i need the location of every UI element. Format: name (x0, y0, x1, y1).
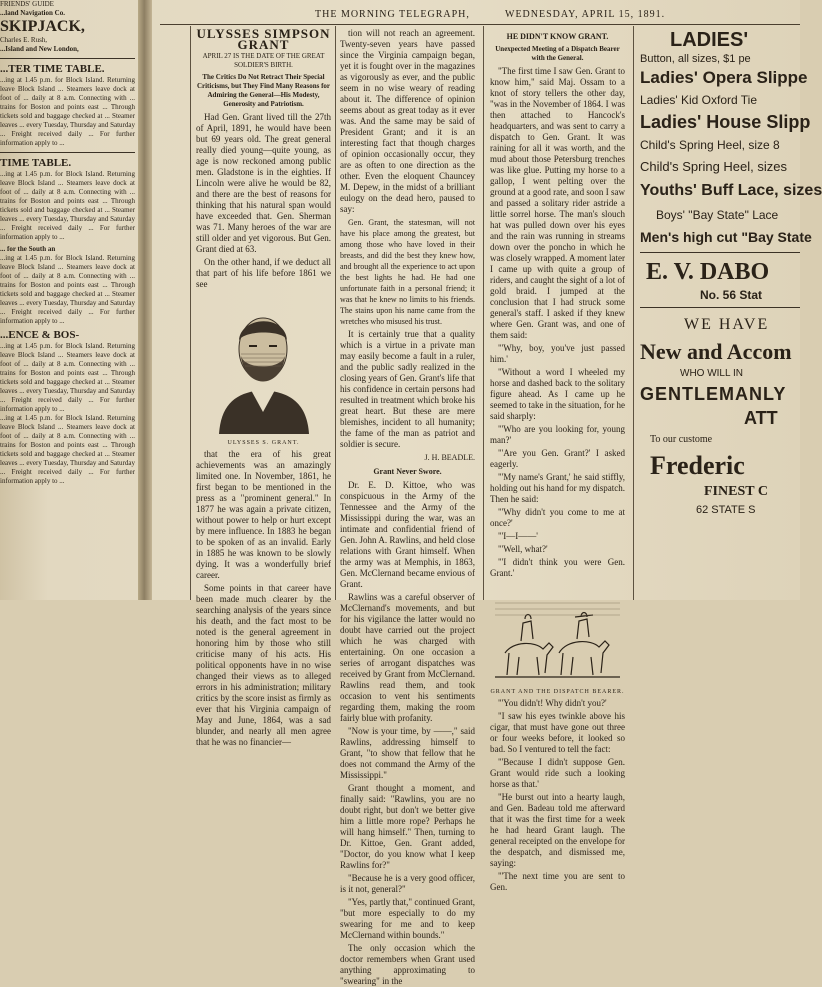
horsemen-illustration (495, 583, 620, 683)
left-body-2: ...ing at 1.45 p.m. for Block Island. Returning leave Block Island ... Steamers leave dock at foot of ... daily at 8 a.m. Connecting with ... trains for Boston and points east ... Through tickets sold and baggage checked at ... Steamer leaves ... every Tuesday, Thursday and Saturday ... Freight received daily ... For further information apply to ... (0, 170, 135, 241)
ad-line: Ladies' Kid Oxford Tie (640, 93, 758, 107)
ad-line: Youths' Buff Lace, sizes (640, 182, 822, 199)
section-heading-didnt-know: HE DIDN'T KNOW GRANT. (506, 32, 609, 41)
grant-portrait-image (201, 294, 326, 434)
left-body-4: ...ing at 1.45 p.m. for Block Island. Returning leave Block Island ... Steamers leave dock at foot of ... daily at 8 a.m. Connecting with ... trains for Boston and points east ... Through tickets sold and baggage checked at ... Steamer leaves ... every Tuesday, Thursday and Saturday ... Freight received daily ... For further information apply to ... (0, 342, 135, 413)
story-deck: Unexpected Meeting of a Dispatch Bearer with the General. (495, 45, 620, 62)
masthead-date: WEDNESDAY, APRIL 15, 1891. (505, 9, 666, 20)
ad-line: WE HAVE (684, 316, 770, 333)
article-paragraph: Rawlins was a careful observer of McClernand's movements, and but for his vigilance the latter would no doubt have carried out the project which he was charged with entertaining. On one occasion a series of arrogant dispatches was received by Grant from McClernand. Rawlins read them, and took occasion to vent his sentiments regarding them, making the room fairly blue with profanity. (340, 592, 475, 723)
story-paragraph: "Without a word I wheeled my horse and dashed back to the solitary figure ahead. As I came up he seemed to take in the situation, for he said sharply: (490, 367, 625, 421)
article-paragraph: Grant thought a moment, and finally said: "Rawlins, you are no doubt right, but don't we better give him a little more rope? Perhaps he will hang himself." Then, turning to Dr. Kittoe, Gen. Grant added, "Doctor, do you know what I keep Rawlins for?" (340, 783, 475, 870)
page-fold (138, 0, 152, 600)
navigation-line: ...land Navigation Co. (0, 9, 65, 17)
winter-timetable-heading: ...TER TIME TABLE. (0, 63, 105, 75)
story-paragraph: "He burst out into a hearty laugh, and Gen. Badeau told me afterward that it was the first time for a week he had heard Grant laugh. The general receipted on the envelope for the despatch, and dismissed me, saying: (490, 792, 625, 868)
article-paragraph: Dr. E. D. Kittoe, who was conspicuous in the Army of the Tennessee and the Army of the Mississippi during the war, was an intimate and confidential friend of Gen. John A. Rawlins, and held close relations with Grant himself. When the army was at Memphis, in 1863, Gen. McClernand became envious of Grant. (340, 480, 475, 589)
timetable-heading: TIME TABLE. (0, 157, 72, 169)
portrait-caption: ULYSSES S. GRANT. (227, 440, 300, 446)
article-paragraph: The only occasion which the doctor remembers when Grant used anything approximating to "swearing" in the (340, 943, 475, 986)
masthead (160, 6, 800, 25)
article-deck: The Critics Do Not Retract Their Special Criticisms, but They Find Many Reasons for Admiring the General—His Modesty, Generosity and Patriotism. (196, 73, 331, 108)
story-paragraph: "'You didn't! Why didn't you?' (498, 698, 607, 708)
ad-line: GENTLEMANLY (640, 384, 787, 404)
article-paragraph: "Because he is a very good officer, is it not, general?" (340, 873, 475, 894)
ad-line: Child's Spring Heel, sizes (640, 159, 787, 174)
article-paragraph: "Now is your time, by ——," said Rawlins, addressing himself to Grant, "to show that fellow that he does not command the Army of the Mississippi." (340, 726, 475, 780)
story-paragraph: "'My name's Grant,' he said stiffly, holding out his hand for my dispatch. Then he said: (490, 472, 625, 504)
story-paragraph: "'Because I didn't suppose Gen. Grant would ride such a looking horse as that.' (490, 757, 625, 789)
story-paragraph: "'Why didn't you come to me at once?' (490, 507, 625, 528)
ad-line: Button, all sizes, $1 pe (640, 53, 751, 65)
story-paragraph: "'Well, what?' (498, 544, 548, 554)
article-paragraph: that the era of his great achievements was an amazingly limited one. In November, 1861, he first began to be mentioned in the press as a "prominent general." In 1877 he was again a private citizen, without power to help or hurt except by mere influence. In 1883 he began to be spoken of as an invalid. Early in 1885 he was known to be slowly dying. It was a wonderfully brief career. (196, 449, 331, 580)
grant-article-column (196, 26, 331, 747)
story-paragraph: "'Are you Gen. Grant?' I asked eagerly. (490, 448, 625, 469)
story-paragraph: "'I—I——' (498, 531, 538, 541)
ad-line: Boys' "Bay State" Lace (656, 208, 779, 222)
story-paragraph: "I saw his eyes twinkle above his cigar, that must have gone out three or four weeks before, it looked so bad. So I ventured to tell the fact: (490, 711, 625, 754)
dispatch-story-column (490, 28, 625, 892)
ad-line: WHO WILL IN (680, 368, 743, 379)
article-paragraph: Had Gen. Grant lived till the 27th of April, 1891, he would have been but 69 years old. The great general really died young—quite young, as age is now reckoned among public men. Gladstone is in the eighties. If Lincoln were alive he would be 82, and there are the best of reasons for thinking that his natural span would have exceeded that. Gen. Sherman was 71. Many heroes of the war are still older and yet vigorous. But Gen. Grant died at 63. (196, 112, 331, 254)
section-heading-never-swore: Grant Never Swore. (373, 467, 442, 476)
left-body-1: ...ing at 1.45 p.m. for Block Island. Returning leave Block Island ... Steamers leave dock at foot of ... daily at 8 a.m. Connecting with ... trains for Boston and points east ... Through tickets sold and baggage checked at ... Steamer leaves ... every Tuesday, Thursday and Saturday ... Freight received daily ... For further information apply to ... (0, 76, 135, 147)
advertisement-column (640, 28, 822, 600)
ad-firm-name: E. V. DABO (646, 259, 770, 285)
left-body-5: ...ing at 1.45 p.m. for Block Island. Returning leave Block Island ... Steamers leave dock at foot of ... daily at 8 a.m. Connecting with ... trains for Boston and points east ... Through tickets sold and baggage checked at ... Steamer leaves ... every Tuesday, Thursday and Saturday ... Freight received daily ... For further information apply to ... (0, 414, 135, 485)
left-page-column (0, 0, 135, 600)
ad-line: 62 STATE S (696, 504, 756, 516)
ferry-line: ... for the South an (0, 245, 56, 253)
ad-line: Men's high cut "Bay State (640, 229, 812, 245)
ence-bos-heading: ...ENCE & BOS- (0, 329, 80, 341)
story-paragraph: "The first time I saw Gen. Grant to know him," said Maj. Ossam to a knot of story tellers the other day, "was in the November of 1864. I was then attached to Hancock's headquarters, and was sent to carry a dispatch to Gen. Grant. It was raining for all it was worth, and the mud about those Petersburg trenches was like glue. Putting my horse to a gallop, I went pelting over the ground at a good rate, and soon I saw and passed a solitary rider astride a little sorrel horse. The man's slouch hat was pulled down over his eyes and the rain was running in streams down over the poncho in which he was closely wrapped. A moment later I came up with quite a group of riders, and caught the sight of a lot of gold braid. I jumped at the conclusion that I had struck some general's staff. I asked if they knew where Gen. Grant was, and one of them said: (490, 66, 625, 340)
ad-line: ATT (744, 408, 778, 428)
ad-line: To our custome (650, 434, 713, 445)
story-paragraph: "'The next time you are sent to Gen. (490, 871, 625, 892)
author-signature: J. H. BEADLE. (424, 453, 475, 462)
depew-quote: Gen. Grant, the statesman, will not have his place among the greatest, but among those who have loved in their breasts, and did the best they knew how, and brought all the experience to act upon the best lights he had. He had one unfortunate faith in a personal friend; it was that he knew no limits to his friends. The stains upon his name came from the wretches who misused his trust. (340, 218, 475, 326)
ad-line: Frederic (650, 451, 745, 480)
captain-line: Charles E. Rush, (0, 36, 48, 44)
left-top-label: FRIENDS' GUIDE (0, 0, 54, 8)
route-line: ...Island and New London, (0, 45, 79, 53)
illustration-caption: GRANT AND THE DISPATCH BEARER. (490, 689, 625, 695)
article-paragraph: It is certainly true that a quality which is a virtue in a private man may easily become a fault in a ruler, and the public sadly realized in the closing years of Gen. Grant's life that his confidence in certain persons had resulted in treatment which broke his great heart. But these are mere blemishes, incident to all humanity; the fame of the man as patriot and soldier is secure. (340, 329, 475, 449)
ad-firm-address: No. 56 Stat (700, 288, 763, 302)
ad-line: Child's Spring Heel, size 8 (640, 138, 780, 152)
masthead-title: THE MORNING TELEGRAPH, (315, 9, 470, 20)
article-paragraph: tion will not reach an agreement. Twenty-seven years have passed since the Virginia campaign began, yet it is fought over in the magazines as vigorously as ever, and the public seem in no wise weary of reading about it. The difference of opinion seems about as great today as it ever was. And the same may be said of President Grant; and it is an interesting fact that though charges of opinion occasionally occur, they are as often to one direction as the other. Even the eloquent Chauncey M. Depew, in the midst of a brilliant eulogy on the dead hero, paused to say: (340, 28, 475, 214)
article-continuation-column (340, 28, 475, 986)
ad-line: Ladies' House Slipp (640, 112, 811, 132)
story-paragraph: "'Who are you looking for, young man?' (490, 424, 625, 445)
ad-line: New and Accom (640, 339, 792, 364)
article-paragraph: Some points in that career have been made much clearer by the searching analysis of the years since his death, and the fact most to be noted is the general agreement in honoring him by those who still criticise many of his acts. His political opponents have in no wise changed their views as to alleged errors in his administration; military critics by the score insist as firmly as ever that his Virginia campaign of May and June, 1864, was a sad blunder, and nearly all men agree that he was no financier— (196, 583, 331, 747)
article-headline: ULYSSES SIMPSON GRANT (196, 26, 331, 52)
ad-line: Ladies' Opera Slippe (640, 68, 808, 87)
article-paragraph: On the other hand, if we deduct all that part of his life before 1861 we see (196, 257, 331, 289)
article-subhead: APRIL 27 IS THE DATE OF THE GREAT SOLDIER'S BIRTH. (202, 52, 325, 69)
skipjack-heading: SKIPJACK, (0, 18, 85, 35)
article-paragraph: "Yes, partly that," continued Grant, "but more especially to do my swearing for me and to keep McClernand within bounds." (340, 897, 475, 940)
ad-line: FINEST C (704, 484, 768, 499)
left-body-3: ...ing at 1.45 p.m. for Block Island. Returning leave Block Island ... Steamers leave dock at foot of ... daily at 8 a.m. Connecting with ... trains for Boston and points east ... Through tickets sold and baggage checked at ... Steamer leaves ... every Tuesday, Thursday and Saturday ... Freight received daily ... For further information apply to ... (0, 254, 135, 325)
story-paragraph: "'Why, boy, you've just passed him.' (490, 343, 625, 364)
story-paragraph: "'I didn't think you were Gen. Grant.' (490, 557, 625, 578)
ad-ladies-heading: LADIES' (670, 29, 749, 51)
